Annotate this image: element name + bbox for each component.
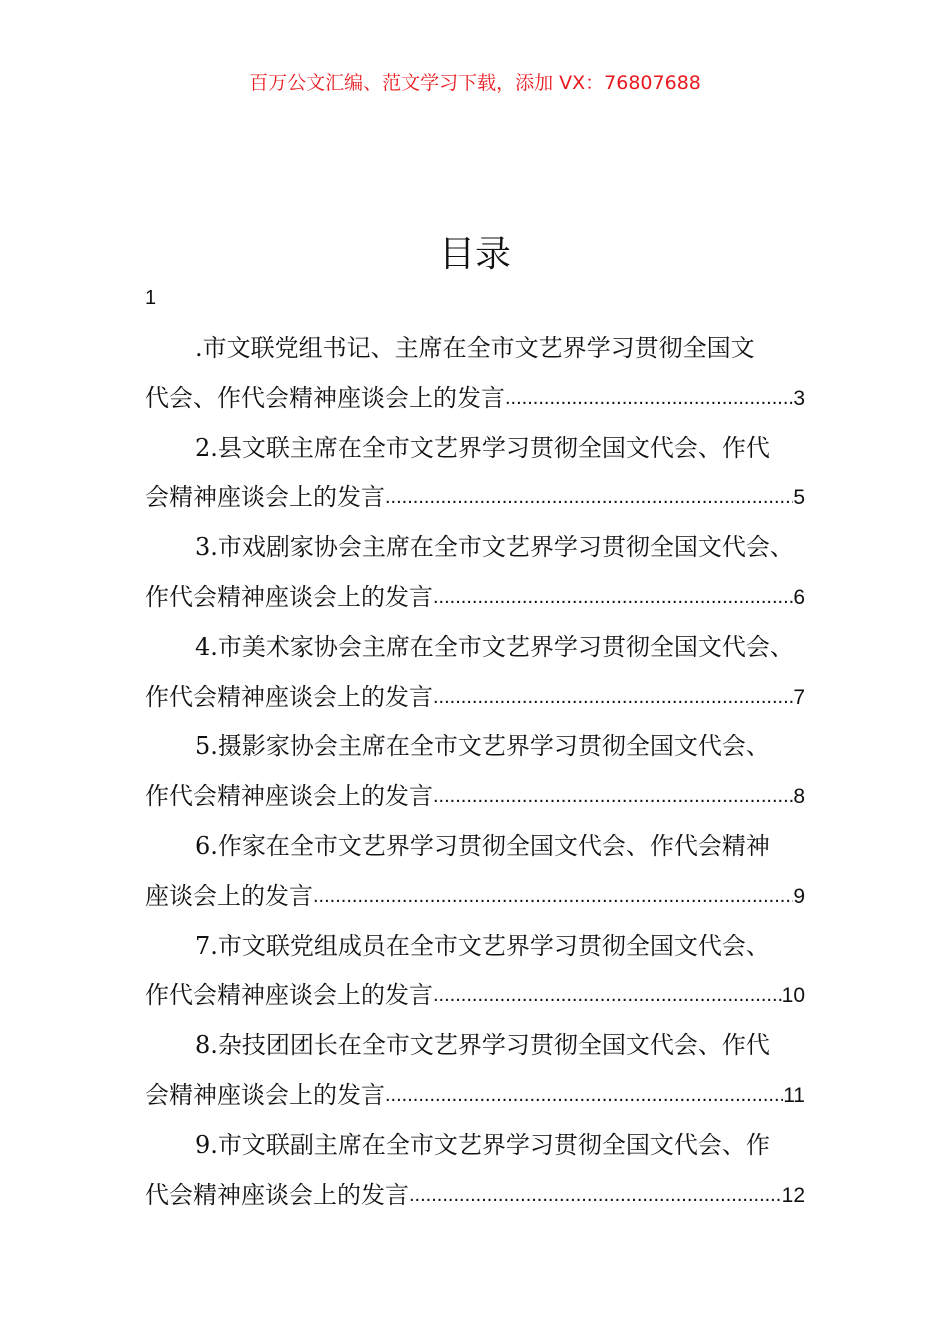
toc-entry-title-line2: 作代会精神座谈会上的发言 bbox=[145, 682, 433, 711]
toc-entry[interactable] bbox=[145, 523, 805, 623]
leader-dots bbox=[385, 1071, 783, 1121]
leader-dots bbox=[433, 573, 793, 623]
leader-dots bbox=[433, 673, 793, 723]
toc-entry-title-line2: 作代会精神座谈会上的发言 bbox=[145, 582, 433, 611]
toc-page-number: 3 bbox=[793, 386, 805, 410]
toc-entry-title-line2: 座谈会上的发言 bbox=[145, 881, 313, 910]
toc-page-number: 11 bbox=[783, 1083, 805, 1107]
toc-entry[interactable] bbox=[145, 1121, 805, 1221]
toc-page-number: 10 bbox=[781, 984, 805, 1008]
toc-page-number: 7 bbox=[793, 685, 805, 709]
toc-entry-title-line2: 作代会精神座谈会上的发言 bbox=[145, 782, 433, 811]
leader-dots bbox=[409, 1171, 782, 1221]
leader-dots bbox=[505, 374, 793, 424]
download-banner: 百万公文汇编、范文学习下载，添加 VX：76807688 bbox=[249, 72, 701, 94]
toc-page-number: 12 bbox=[781, 1183, 805, 1207]
toc-entry-title-line1: 4.市美术家协会主席在全市文艺界学习贯彻全国文代会、 bbox=[195, 632, 794, 661]
toc-entry-title-line1: 3.市戏剧家协会主席在全市文艺界学习贯彻全国文代会、 bbox=[195, 533, 794, 562]
toc-entry-title-line2: 代会、作代会精神座谈会上的发言 bbox=[145, 383, 505, 412]
toc-entry-title-line1: .市文联党组书记、主席在全市文艺界学习贯彻全国文 bbox=[195, 334, 755, 362]
toc-entry[interactable] bbox=[145, 324, 805, 424]
toc-entry[interactable] bbox=[145, 722, 805, 822]
toc-entry[interactable] bbox=[145, 1021, 805, 1121]
toc-page-number: 9 bbox=[793, 884, 805, 908]
toc-entry[interactable] bbox=[145, 424, 805, 524]
leader-dots bbox=[313, 872, 793, 922]
toc-entry-title-line2: 会精神座谈会上的发言 bbox=[145, 1080, 385, 1109]
toc-page-number: 8 bbox=[793, 785, 805, 809]
page-title: 目录 bbox=[438, 234, 511, 275]
toc-entry-title-line2: 作代会精神座谈会上的发言 bbox=[145, 981, 433, 1010]
leader-dots bbox=[433, 971, 782, 1021]
stray-number: 1 bbox=[145, 287, 157, 309]
toc-entry-title-line1: 9.市文联副主席在全市文艺界学习贯彻全国文代会、作 bbox=[195, 1130, 770, 1159]
toc-entry-title-line1: 6.作家在全市文艺界学习贯彻全国文代会、作代会精神 bbox=[195, 831, 770, 860]
toc-entry[interactable] bbox=[145, 822, 805, 922]
toc-page-number: 5 bbox=[793, 486, 805, 510]
toc-entry[interactable] bbox=[145, 623, 805, 723]
toc-entry-title-line2: 会精神座谈会上的发言 bbox=[145, 483, 385, 512]
toc-entry-title-line1: 5.摄影家协会主席在全市文艺界学习贯彻全国文代会、 bbox=[195, 732, 770, 761]
toc-entry[interactable] bbox=[145, 922, 805, 1022]
leader-dots bbox=[385, 473, 793, 523]
toc-entry-title-line2: 代会精神座谈会上的发言 bbox=[145, 1180, 409, 1209]
toc-entry-title-line1: 2.县文联主席在全市文艺界学习贯彻全国文代会、作代 bbox=[195, 433, 770, 462]
toc-entry-title-line1: 8.杂技团团长在全市文艺界学习贯彻全国文代会、作代 bbox=[195, 1031, 770, 1060]
toc-page-number: 6 bbox=[793, 585, 805, 609]
table-of-contents bbox=[145, 324, 805, 1220]
toc-entry-title-line1: 7.市文联党组成员在全市文艺界学习贯彻全国文代会、 bbox=[195, 931, 770, 960]
leader-dots bbox=[433, 772, 793, 822]
